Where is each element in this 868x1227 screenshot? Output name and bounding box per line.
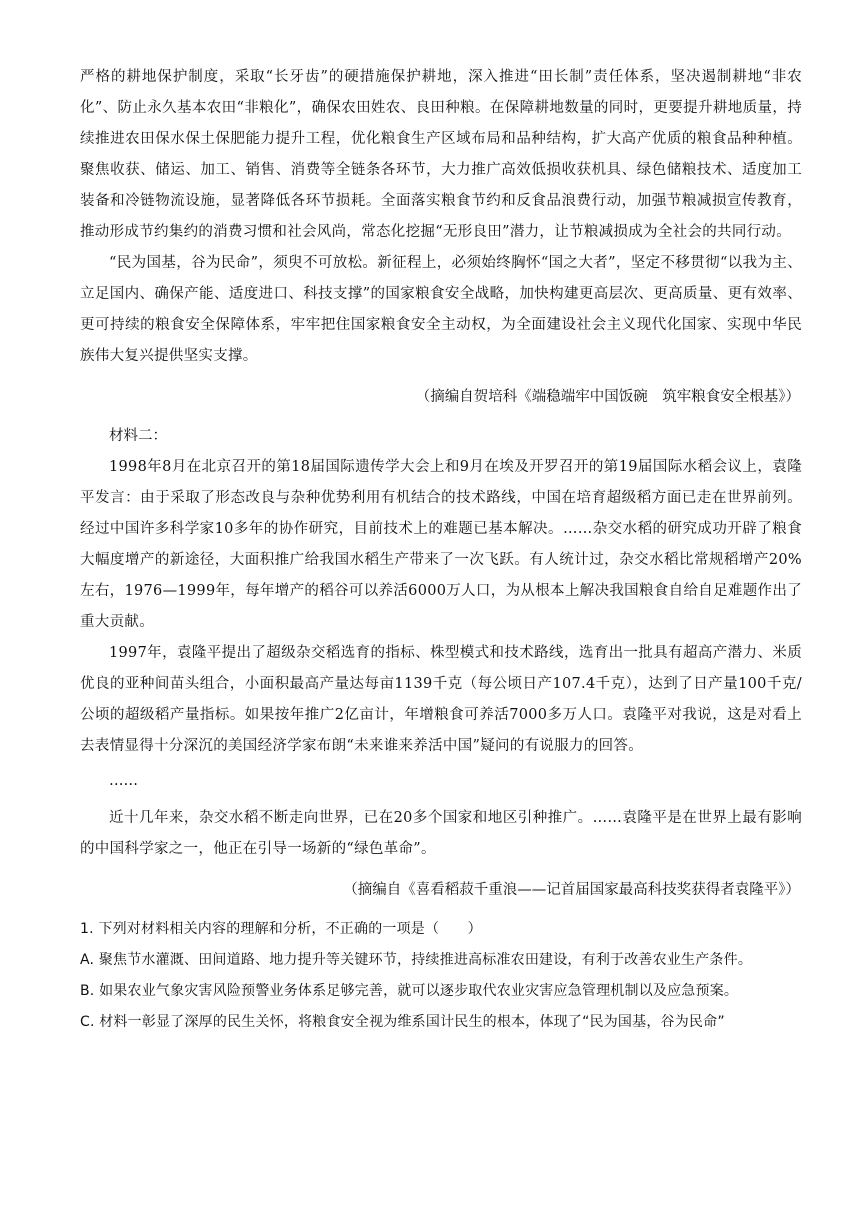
option-a: A. 聚焦节水灌溉、田间道路、地力提升等关键环节，持续推进高标准农田建设，有利于改善农业生产条件。 (80, 952, 753, 968)
option-c: C. 材料一彰显了深厚的民生关怀，将粮食安全视为维系国计民生的根本，体现了“民为国基，谷为民命” (80, 1014, 725, 1030)
material2-paragraph-2: 1997年，袁隆平提出了超级杂交稻选育的指标、株型模式和技术路线，选育出一批具有超高产潜力、米质优良的亚种间苗头组合，小面积最高产量达每亩1139千克（每公顷日产107.4千克），达到了日产量100千克/公顷的超级稻产量指标。如果按年推广2亿亩计，年增粮食可养活7000多万人口。袁隆平对我说，这是对看上去表情显得十分深沉的美国经济学家布朗“未来谁来养活中国”疑问的有说服力的回答。 (80, 645, 802, 754)
material1-paragraph-continued: 严格的耕地保护制度，采取“长牙齿”的硬措施保护耕地，深入推进“田长制”责任体系，坚决遏制耕地“非农化”、防止永久基本农田“非粮化”，确保农田姓农、良田种粮。在保障耕地数量的同时，更要提升耕地质量，持续推进农田保水保土保肥能力提升工程，优化粮食生产区域布局和品种结构，扩大高产优质的粮食品种种植。聚焦收获、储运、加工、销售、消费等全链条各环节，大力推广高效低损收获机具、绿色储粮技术、适度加工装备和冷链物流设施，显著降低各环节损耗。全面落实粮食节约和反食品浪费行动，加强节粮减损宣传教育，推动形成节约集约的消费习惯和社会风尚，常态化挖掘“无形良田”潜力，让节粮减损成为全社会的共同行动。 (80, 69, 802, 240)
material2-ellipsis: …… (109, 773, 138, 789)
material1-source: （摘编自贺培科《端稳端牢中国饭碗 筑牢粮食安全根基》） (415, 389, 800, 405)
material2-paragraph-1: 1998年8月在北京召开的第18届国际遗传学大会上和9月在埃及开罗召开的第19届国际水稻会议上，袁隆平发言：由于采取了形态改良与杂种优势利用有机结合的技术路线，中国在培育超级稻方面已走在世界前列。经过中国许多科学家10多年的协作研究，目前技术上的难题已基本解决。……杂交水稻的研究成功开辟了粮食大幅度增产的新途径，大面积推广给我国水稻生产带来了一次飞跃。有人统计过，杂交水稻比常规稻增产20%左右，1976—1999年，每年增产的稻谷可以养活6000万人口，为从根本上解决我国粮食自给自足难题作出了重大贡献。 (80, 459, 802, 630)
material2-heading: 材料二： (109, 428, 167, 444)
material2-source: （摘编自《喜看稻菽千重浪——记首届国家最高科技奖获得者袁隆平》） (343, 882, 800, 898)
material2-paragraph-3: 近十几年来，杂交水稻不断走向世界，已在20多个国家和地区引种推广。……袁隆平是在世界上最有影响的中国科学家之一，他正在引导一场新的“绿色革命”。 (80, 810, 802, 857)
material1-paragraph-2: “民为国基，谷为民命”，须臾不可放松。新征程上，必须始终胸怀“国之大者”，坚定不移贯彻“以我为主、立足国内、确保产能、适度进口、科技支撑”的国家粮食安全战略，加快构建更高层次、更高质量、更有效率、更可持续的粮食安全保障体系，牢牢把住国家粮食安全主动权，为全面建设社会主义现代化国家、实现中华民族伟大复兴提供坚实支撑。 (80, 255, 802, 364)
option-b: B. 如果农业气象灾害风险预警业务体系足够完善，就可以逐步取代农业灾害应急管理机制以及应急预案。 (80, 983, 739, 999)
question-stem: 1. 下列对材料相关内容的理解和分析，不正确的一项是（ ） (80, 921, 482, 937)
